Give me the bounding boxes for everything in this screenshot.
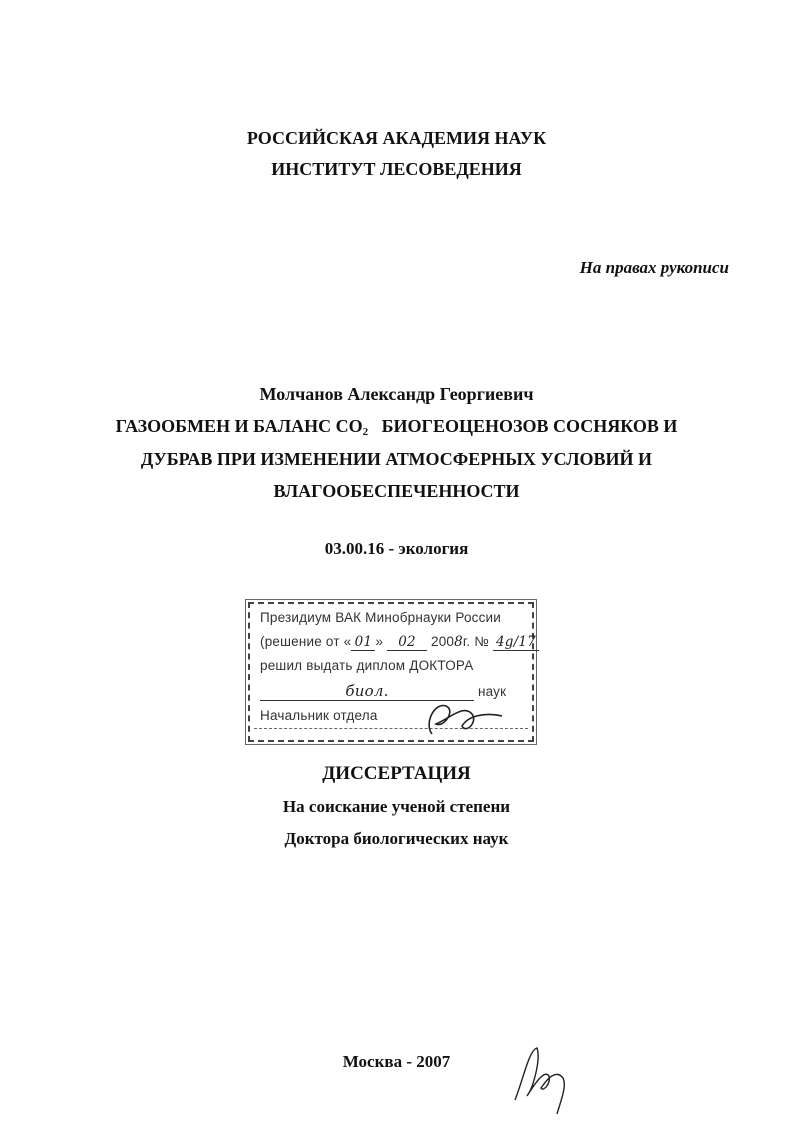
institute-heading: ИНСТИТУТ ЛЕСОВЕДЕНИЯ [271,159,522,179]
stamp-nauk: наук [477,684,507,699]
title-line-2: ДУБРАВ ПРИ ИЗМЕНЕНИИ АТМОСФЕРНЫХ УСЛОВИЙ И [140,449,653,469]
title-co2-subscript: 2 [362,426,369,438]
degree-line-2: Доктора биологических наук [284,829,509,848]
stamp-line-5: Начальник отдела [260,708,378,723]
vak-stamp [248,602,534,742]
stamp-decision-label: (решение от « [260,634,352,649]
stamp-year-digit: 8 [454,634,463,650]
stamp-line-2 [260,634,539,651]
stamp-quote-close: » [375,634,384,649]
document-type: ДИССЕРТАЦИЯ [322,763,471,784]
title-line-1 [0,416,793,438]
manuscript-note: На правах рукописи [579,258,729,277]
place-year: Москва - 2007 [342,1052,451,1071]
stamp-line-1: Президиум ВАК Минобрнауки России [260,610,502,625]
stamp-line-3: решил выдать диплом ДОКТОРА [260,658,474,673]
title-line-1b: БИОГЕОЦЕНОЗОВ СОСНЯКОВ И [381,416,678,436]
author-name: Молчанов Александр Георгиевич [259,384,534,404]
academy-heading: РОССИЙСКАЯ АКАДЕМИЯ НАУК [246,128,547,148]
stamp-number: 4g/17 [493,634,539,651]
stamp-year-prefix: 200 [430,634,455,649]
stamp-field: биол. [260,682,474,701]
author-signature [505,1040,575,1120]
stamp-signature [420,694,510,744]
title-line-3: ВЛАГООБЕСПЕЧЕННОСТИ [273,481,520,501]
title-line-1a: ГАЗООБМЕН И БАЛАНС СО [115,416,363,436]
stamp-day: 01 [351,634,375,651]
specialty-code: 03.00.16 - экология [324,539,469,558]
stamp-month: 02 [387,634,427,651]
stamp-number-label: г. № [462,634,489,649]
degree-line-1: На соискание ученой степени [282,797,511,816]
